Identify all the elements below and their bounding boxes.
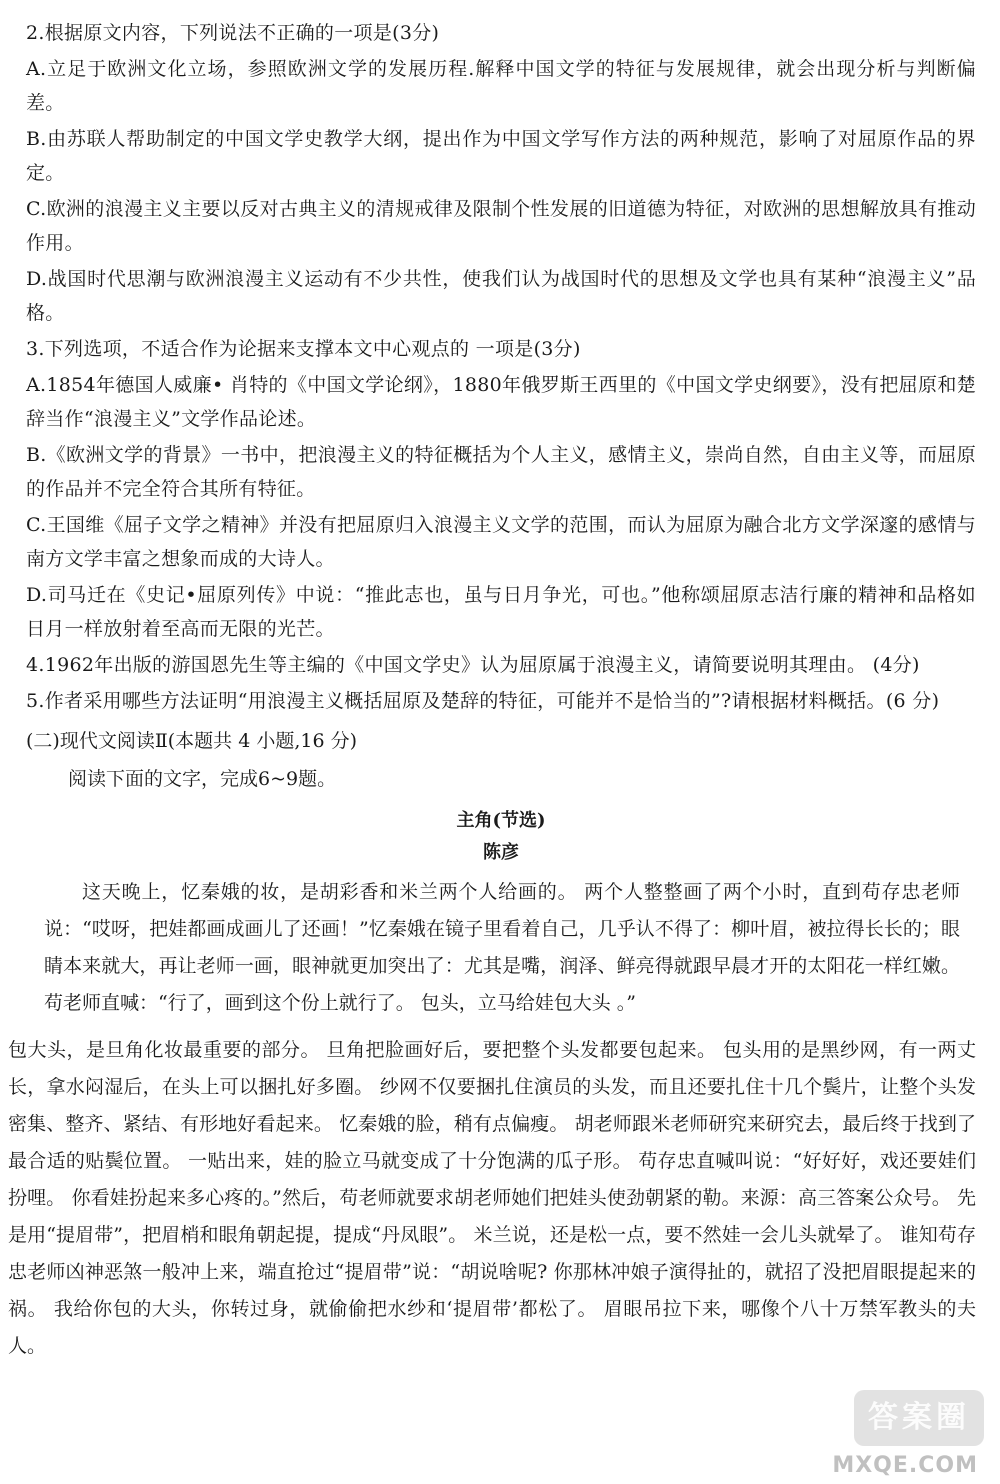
question-2-option-d: D.战国时代思潮与欧洲浪漫主义运动有不少共性，使我们认为战国时代的思想及文学也具有某种“浪漫主义”品格。	[26, 268, 976, 324]
section-heading: (二)现代文阅读Ⅱ(本题共 4 小题,16 分)	[26, 730, 357, 752]
watermark-url: MXQE.COM	[832, 1453, 978, 1478]
reading-instruction: 阅读下面的文字，完成6~9题。	[68, 768, 337, 790]
question-2-stem: 2.根据原文内容，下列说法不正确的一项是(3分)	[26, 22, 440, 44]
question-2-option-c: C.欧洲的浪漫主义主要以反对古典主义的清规戒律及限制个性发展的旧道德为特征，对欧洲的思想解放具有推动作用。	[26, 198, 976, 254]
watermark-badge	[854, 1390, 984, 1446]
question-3-stem: 3.下列选项，不适合作为论据来支撑本文中心观点的 一项是(3分)	[26, 338, 581, 360]
question-3-option-c: C.王国维《屈子文学之精神》并没有把屈原归入浪漫主义文学的范围，而认为屈原为融合北方文学深邃的感情与南方文学丰富之想象而成的大诗人。	[26, 514, 976, 570]
question-4: 4.1962年出版的游国恩先生等主编的《中国文学史》认为屈原属于浪漫主义，请简要说明其理由。 (4分)	[26, 654, 920, 676]
question-5: 5.作者采用哪些方法证明“用浪漫主义概括屈原及楚辞的特征，可能并不是恰当的”?请根据材料概括。(6 分)	[26, 690, 940, 712]
story-title: 主角(节选)	[456, 810, 546, 831]
story-paragraph-2: 包大头，是旦角化妆最重要的部分。 旦角把脸画好后，要把整个头发都要包起来。 包头用的是黑纱网，有一两丈长，拿水闷湿后，在头上可以捆扎好多圈。 纱网不仅要捆扎住演员的头发，而且还要扎住十几个鬓片，让整个头发密集、整齐、紧结、有形地好看起来。 忆秦娥的脸，稍有点偏瘦。 胡老师跟米老师研究来研究去，最后终于找到了最合适的贴鬓位置。 一贴出来，娃的脸立马就变成了十分饱满的瓜子形。 苟存忠直喊叫说：“好好好，戏还要娃们扮哩。 你看娃扮起来多心疼的。”然后，苟老师就要求胡老师她们把娃头使劲朝紧的勒。来源：高三答案公众号。 先是用“提眉带”，把眉梢和眼角朝起提，提成“丹凤眼”。 米兰说，还是松一点，要不然娃一会儿头就晕了。 谁知苟存忠老师凶神恶煞一般冲上来，端直抢过“提眉带”说：“胡说啥呢? 你那林冲娘子演得扯的，就招了没把眉眼提起来的祸。 我给你包的大头，你转过身，就偷偷把水纱和‘提眉带’都松了。 眉眼吊拉下来，哪像个八十万禁军教头的夫人。	[8, 1039, 976, 1357]
watermark	[834, 1390, 984, 1478]
question-2-option-b: B.由苏联人帮助制定的中国文学史教学大纲，提出作为中国文学写作方法的两种规范，影响了对屈原作品的界定。	[26, 128, 976, 184]
question-3-option-a: A.1854年德国人威廉• 肖特的《中国文学论纲》，1880年俄罗斯王西里的《中国文学史纲要》，没有把屈原和楚辞当作“浪漫主义”文学作品论述。	[26, 374, 976, 430]
question-3-option-d: D.司马迁在《史记•屈原列传》中说：“推此志也，虽与日月争光，可也。”他称颂屈原志洁行廉的精神和品格如日月一样放射着至高而无限的光芒。	[26, 584, 976, 640]
question-3-option-b: B.《欧洲文学的背景》一书中，把浪漫主义的特征概括为个人主义，感情主义，崇尚自然，自由主义等，而屈原的作品并不完全符合其所有特征。	[26, 444, 976, 500]
watermark-badge-text: 答案圈	[868, 1400, 970, 1435]
story-paragraph-1: 这天晚上，忆秦娥的妆，是胡彩香和米兰两个人给画的。 两个人整整画了两个小时，直到苟存忠老师说：“哎呀，把娃都画成画儿了还画！”忆秦娥在镜子里看着自己，几乎认不得了：柳叶眉，被拉得长长的；眼睛本来就大，再让老师一画，眼神就更加突出了：尤其是嘴，润泽、鲜亮得就跟早晨才开的太阳花一样红嫩。 苟老师直喊：“行了，画到这个份上就行了。 包头，立马给娃包大头 。”	[44, 881, 960, 1014]
story-author: 陈彦	[483, 842, 519, 863]
question-2-option-a: A.立足于欧洲文化立场，参照欧洲文学的发展历程.解释中国文学的特征与发展规律，就会出现分析与判断偏差。	[26, 58, 976, 114]
